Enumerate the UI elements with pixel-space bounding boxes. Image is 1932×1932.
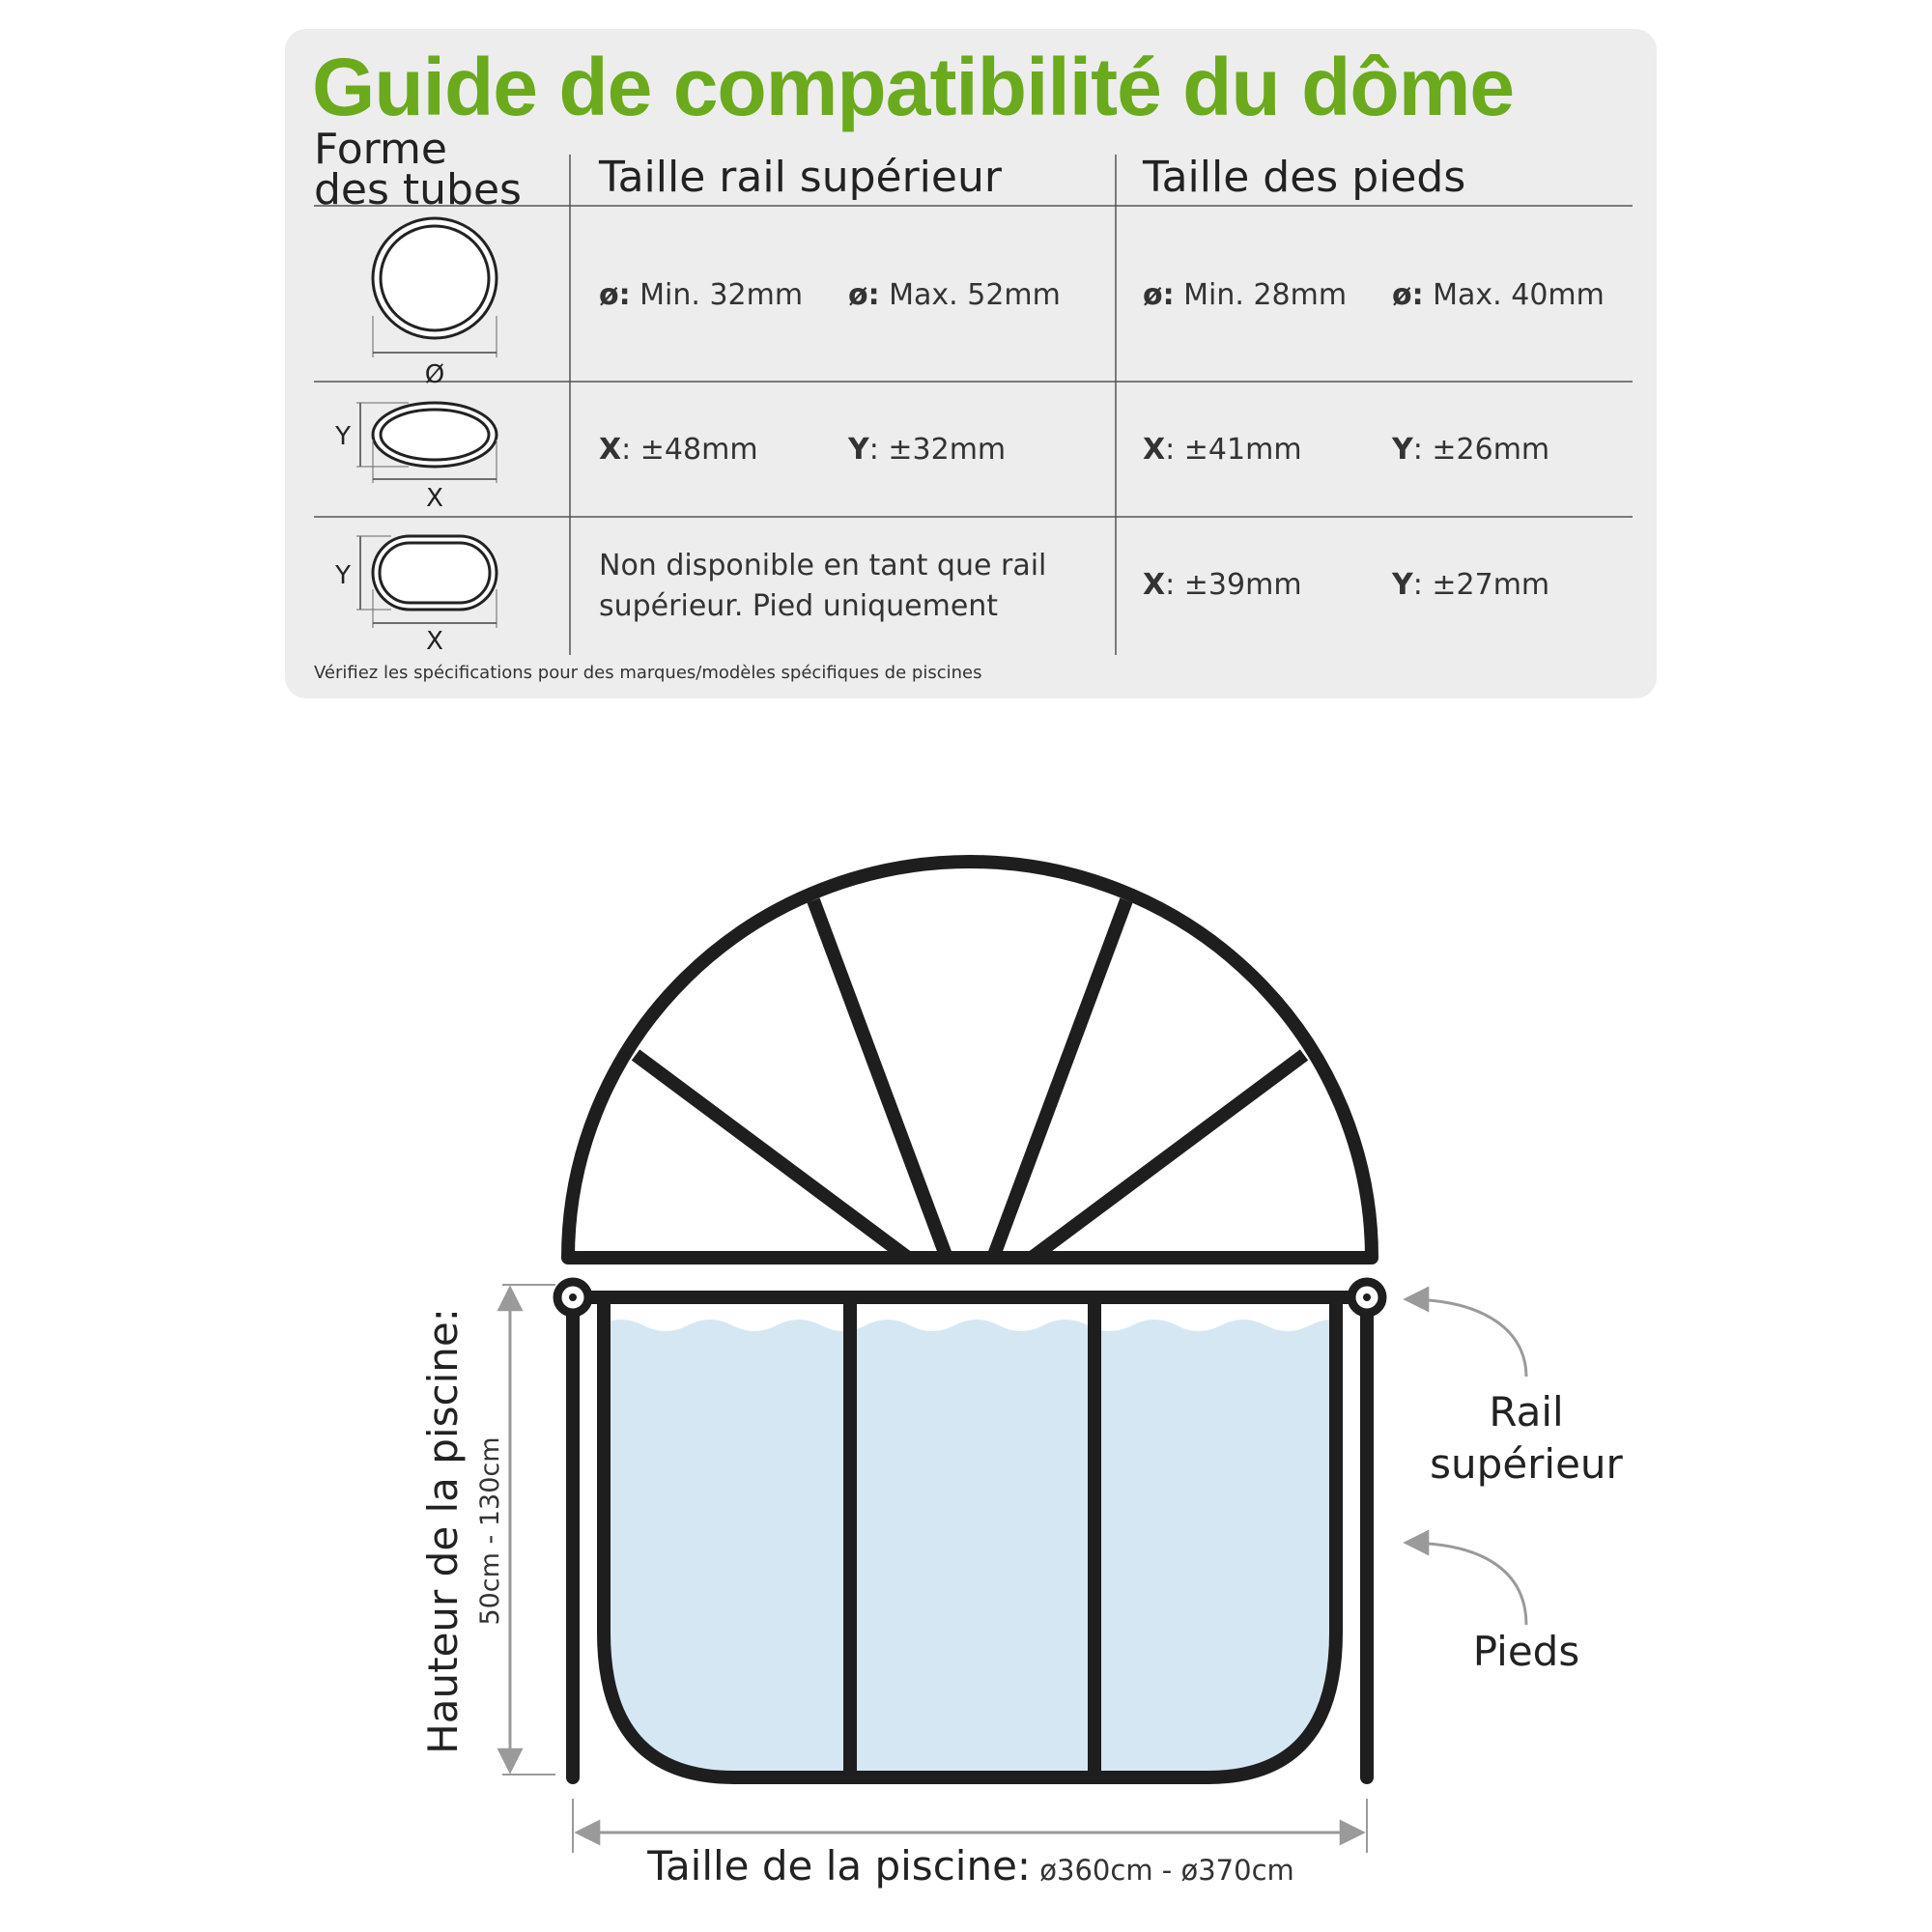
row3-rail-unavailable: Non disponible en tant que rail supérieur. Pied uniquement	[599, 549, 1047, 623]
shape-label-x: X	[426, 484, 443, 513]
row3-feet-x: X: ±39mm	[1143, 568, 1302, 602]
shape-label-x: X	[426, 627, 443, 656]
feet-callout-arrow	[1406, 1543, 1526, 1625]
row3-feet-y: Y: ±27mm	[1392, 568, 1550, 602]
row2-rail-x: X: ±48mm	[599, 433, 758, 467]
shape-label-y: Y	[335, 422, 351, 451]
height-dimension	[502, 1285, 555, 1775]
row1-rail-max: ø: Max. 52mm	[848, 278, 1061, 312]
shape-label-d: Ø	[424, 360, 445, 389]
guide-title: Guide de compatibilité du dôme	[312, 42, 1515, 132]
header-feet-size: Taille des pieds	[1143, 153, 1466, 202]
header-top-rail-size: Taille rail supérieur	[599, 153, 1002, 202]
top-rail-callout-line2: supérieur	[1430, 1440, 1623, 1488]
row1-feet-max: ø: Max. 40mm	[1392, 278, 1605, 312]
pool-water	[599, 1320, 1354, 1787]
row2-rail-y: Y: ±32mm	[848, 433, 1007, 467]
row1-rail-min: ø: Min. 32mm	[599, 278, 804, 312]
feet-callout-label: Pieds	[1472, 1628, 1580, 1675]
header-tube-shape: Forme des tubes	[314, 125, 522, 214]
spec-note: Vérifiez les spécifications pour des marques/modèles spécifiques de piscines	[314, 663, 982, 683]
top-rail-callout-line1: Rail	[1489, 1388, 1564, 1435]
shape-label-y: Y	[335, 561, 351, 590]
pool-height-label: Hauteur de la piscine:	[419, 1308, 467, 1754]
row2-feet-x: X: ±41mm	[1143, 433, 1302, 467]
row2-feet-y: Y: ±26mm	[1392, 433, 1550, 467]
row1-feet-min: ø: Min. 28mm	[1143, 278, 1348, 312]
pool-size-label: Taille de la piscine: ø360cm - ø370cm	[647, 1842, 1294, 1889]
pool-height-value: 50cm - 130cm	[475, 1436, 505, 1626]
top-rail-callout-arrow	[1406, 1299, 1526, 1377]
dome-frame	[568, 862, 1372, 1258]
